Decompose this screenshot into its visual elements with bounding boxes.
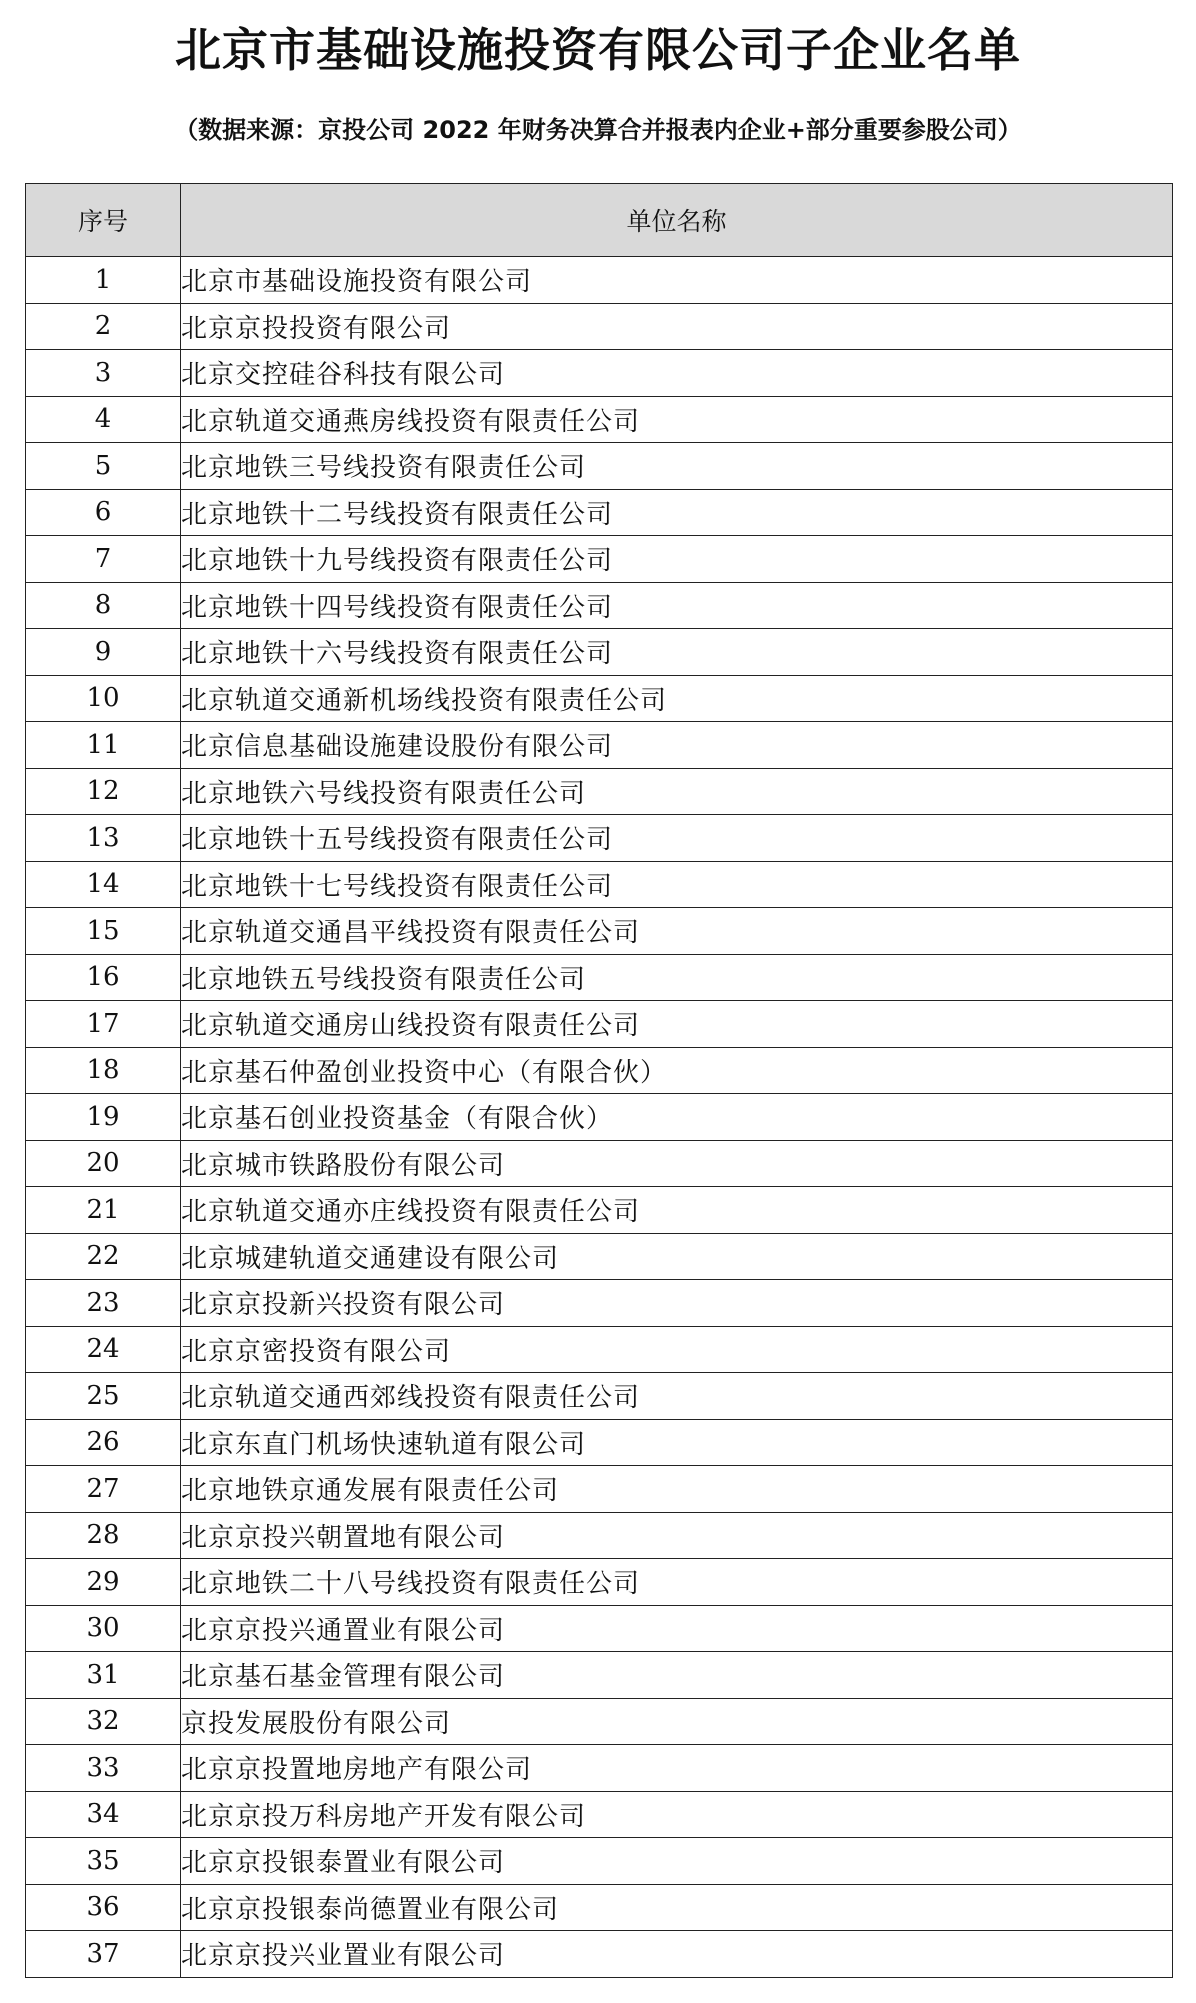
company-name: 北京京投兴业置业有限公司 [181, 1931, 1173, 1978]
company-name: 北京基石基金管理有限公司 [181, 1652, 1173, 1699]
company-name: 北京轨道交通新机场线投资有限责任公司 [181, 675, 1173, 722]
company-name: 北京基石创业投资基金（有限合伙） [181, 1094, 1173, 1141]
row-index: 2 [26, 303, 181, 350]
company-name: 北京地铁十九号线投资有限责任公司 [181, 536, 1173, 583]
company-name: 北京轨道交通房山线投资有限责任公司 [181, 1001, 1173, 1048]
company-name: 北京地铁六号线投资有限责任公司 [181, 768, 1173, 815]
row-index: 31 [26, 1652, 181, 1699]
row-index: 8 [26, 582, 181, 629]
table-row [26, 1605, 1173, 1652]
table-row [26, 629, 1173, 676]
table-row [26, 1512, 1173, 1559]
company-name: 北京京投置地房地产有限公司 [181, 1745, 1173, 1792]
table-row [26, 1466, 1173, 1513]
table-row [26, 536, 1173, 583]
row-index: 30 [26, 1605, 181, 1652]
row-index: 4 [26, 396, 181, 443]
row-index: 36 [26, 1884, 181, 1931]
row-index: 5 [26, 443, 181, 490]
table-row [26, 1698, 1173, 1745]
table-row [26, 303, 1173, 350]
company-name: 北京地铁十四号线投资有限责任公司 [181, 582, 1173, 629]
header-company-name: 单位名称 [181, 184, 1173, 257]
table-row [26, 722, 1173, 769]
company-name: 北京京投万科房地产开发有限公司 [181, 1791, 1173, 1838]
table-row [26, 1047, 1173, 1094]
row-index: 14 [26, 861, 181, 908]
company-name: 北京交控硅谷科技有限公司 [181, 350, 1173, 397]
row-index: 3 [26, 350, 181, 397]
table-row [26, 768, 1173, 815]
row-index: 17 [26, 1001, 181, 1048]
company-name: 北京地铁十六号线投资有限责任公司 [181, 629, 1173, 676]
company-name: 北京京投银泰尚德置业有限公司 [181, 1884, 1173, 1931]
table-row [26, 1419, 1173, 1466]
company-name: 北京信息基础设施建设股份有限公司 [181, 722, 1173, 769]
subsidiary-table [25, 183, 1173, 1978]
row-index: 28 [26, 1512, 181, 1559]
table-row [26, 954, 1173, 1001]
table-row [26, 1652, 1173, 1699]
company-name: 北京轨道交通燕房线投资有限责任公司 [181, 396, 1173, 443]
company-name: 北京市基础设施投资有限公司 [181, 257, 1173, 304]
table-row [26, 1838, 1173, 1885]
row-index: 34 [26, 1791, 181, 1838]
table-row [26, 350, 1173, 397]
row-index: 18 [26, 1047, 181, 1094]
row-index: 32 [26, 1698, 181, 1745]
row-index: 26 [26, 1419, 181, 1466]
table-row [26, 1884, 1173, 1931]
table-row [26, 1745, 1173, 1792]
row-index: 12 [26, 768, 181, 815]
table-row [26, 1233, 1173, 1280]
header-row [26, 184, 1173, 257]
table-row [26, 1559, 1173, 1606]
row-index: 27 [26, 1466, 181, 1513]
row-index: 25 [26, 1373, 181, 1420]
table-row [26, 815, 1173, 862]
table-row [26, 396, 1173, 443]
table-row [26, 443, 1173, 490]
company-name: 北京地铁十五号线投资有限责任公司 [181, 815, 1173, 862]
row-index: 29 [26, 1559, 181, 1606]
company-name: 北京地铁十七号线投资有限责任公司 [181, 861, 1173, 908]
data-source-subtitle: （数据来源：京投公司 2022 年财务决算合并报表内企业+部分重要参股公司） [174, 116, 1022, 144]
table-row [26, 582, 1173, 629]
row-index: 19 [26, 1094, 181, 1141]
row-index: 10 [26, 675, 181, 722]
company-name: 北京京投兴朝置地有限公司 [181, 1512, 1173, 1559]
company-name: 北京轨道交通昌平线投资有限责任公司 [181, 908, 1173, 955]
row-index: 35 [26, 1838, 181, 1885]
company-name: 北京京密投资有限公司 [181, 1326, 1173, 1373]
row-index: 6 [26, 489, 181, 536]
table-row [26, 257, 1173, 304]
company-name: 北京京投银泰置业有限公司 [181, 1838, 1173, 1885]
row-index: 37 [26, 1931, 181, 1978]
table-row [26, 861, 1173, 908]
row-index: 1 [26, 257, 181, 304]
header-index: 序号 [26, 184, 181, 257]
row-index: 16 [26, 954, 181, 1001]
row-index: 9 [26, 629, 181, 676]
table-row [26, 1280, 1173, 1327]
row-index: 33 [26, 1745, 181, 1792]
row-index: 21 [26, 1187, 181, 1234]
company-name: 北京东直门机场快速轨道有限公司 [181, 1419, 1173, 1466]
company-name: 北京轨道交通亦庄线投资有限责任公司 [181, 1187, 1173, 1234]
row-index: 13 [26, 815, 181, 862]
table-row [26, 489, 1173, 536]
company-name: 北京城建轨道交通建设有限公司 [181, 1233, 1173, 1280]
page-title: 北京市基础设施投资有限公司子企业名单 [175, 23, 1021, 77]
table-row [26, 908, 1173, 955]
company-name: 北京轨道交通西郊线投资有限责任公司 [181, 1373, 1173, 1420]
company-name: 北京地铁五号线投资有限责任公司 [181, 954, 1173, 1001]
company-name: 北京城市铁路股份有限公司 [181, 1140, 1173, 1187]
table-row [26, 1001, 1173, 1048]
company-name: 北京京投新兴投资有限公司 [181, 1280, 1173, 1327]
row-index: 24 [26, 1326, 181, 1373]
table-row [26, 1187, 1173, 1234]
company-name: 京投发展股份有限公司 [181, 1698, 1173, 1745]
row-index: 22 [26, 1233, 181, 1280]
table-row [26, 1931, 1173, 1978]
company-name: 北京基石仲盈创业投资中心（有限合伙） [181, 1047, 1173, 1094]
row-index: 11 [26, 722, 181, 769]
table-header [26, 184, 1173, 257]
table-row [26, 1094, 1173, 1141]
company-name: 北京地铁二十八号线投资有限责任公司 [181, 1559, 1173, 1606]
table-row [26, 675, 1173, 722]
row-index: 23 [26, 1280, 181, 1327]
company-name: 北京京投投资有限公司 [181, 303, 1173, 350]
table-row [26, 1326, 1173, 1373]
table-body [26, 257, 1173, 1978]
company-name: 北京京投兴通置业有限公司 [181, 1605, 1173, 1652]
row-index: 15 [26, 908, 181, 955]
row-index: 20 [26, 1140, 181, 1187]
row-index: 7 [26, 536, 181, 583]
company-name: 北京地铁京通发展有限责任公司 [181, 1466, 1173, 1513]
company-name: 北京地铁十二号线投资有限责任公司 [181, 489, 1173, 536]
company-name: 北京地铁三号线投资有限责任公司 [181, 443, 1173, 490]
table-row [26, 1791, 1173, 1838]
table-row [26, 1140, 1173, 1187]
table-row [26, 1373, 1173, 1420]
